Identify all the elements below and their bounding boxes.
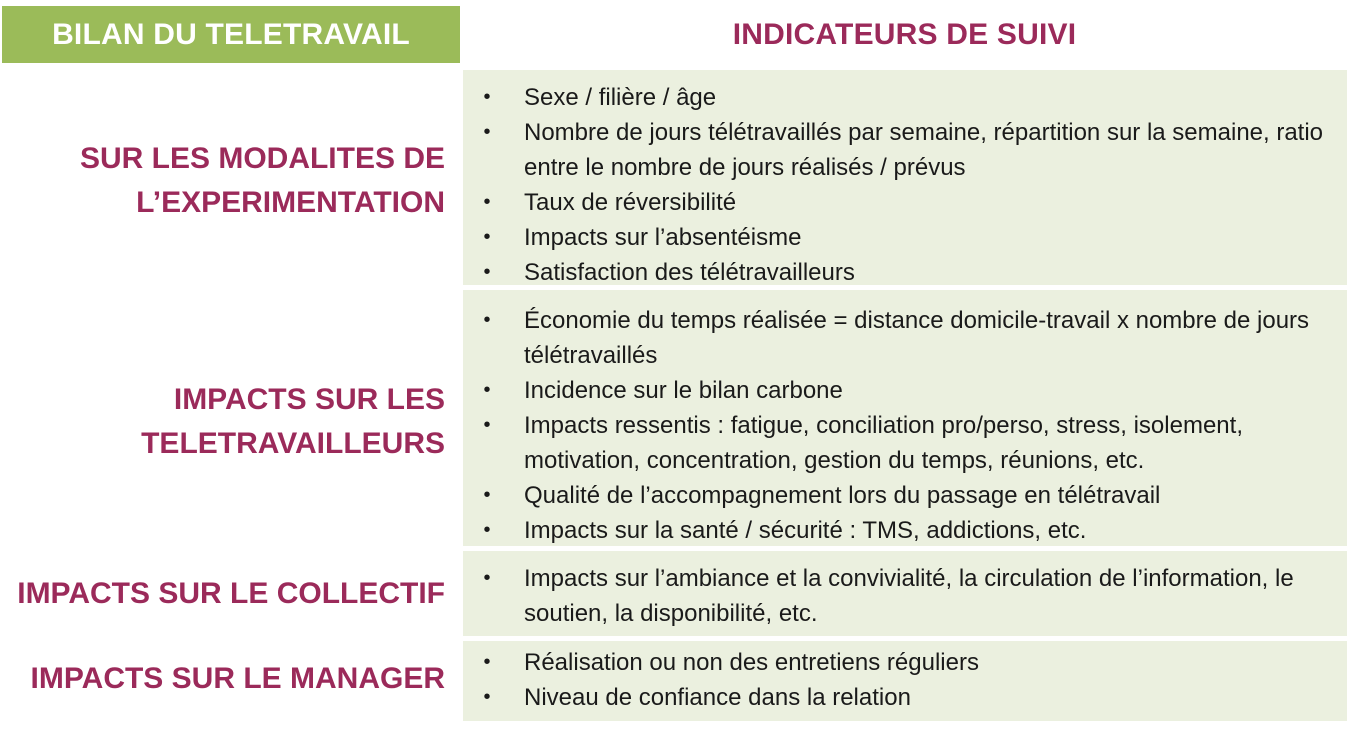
bullet-icon: • bbox=[483, 686, 491, 708]
list-item bbox=[463, 373, 1335, 408]
list-item bbox=[463, 115, 1335, 185]
bullet-icon: • bbox=[483, 191, 491, 213]
list-item bbox=[463, 680, 1335, 715]
panel-modalites bbox=[463, 70, 1347, 285]
item-text: Nombre de jours télétravaillés par semaine, répartition sur la semaine, ratio entre le nombre de jours réalisés / prévus bbox=[524, 119, 1324, 181]
item-text: Taux de réversibilité bbox=[524, 189, 737, 216]
item-text: Impacts ressentis : fatigue, conciliation pro/perso, stress, isolement, motivation, concentration, gestion du temps, réunions, etc. bbox=[524, 412, 1243, 474]
header-indicateurs-label: INDICATEURS DE SUIVI bbox=[732, 17, 1077, 51]
list-item bbox=[463, 561, 1335, 631]
item-text: Qualité de l’accompagnement lors du passage en télétravail bbox=[524, 482, 1161, 509]
header-bilan-label: BILAN DU TELETRAVAIL bbox=[52, 17, 410, 51]
bullet-icon: • bbox=[483, 86, 491, 108]
bullet-icon: • bbox=[483, 519, 491, 541]
section-label-line: IMPACTS SUR LE COLLECTIF bbox=[17, 577, 445, 610]
section-label-line: TELETRAVAILLEURS bbox=[141, 427, 445, 460]
panel-teletravailleurs bbox=[463, 290, 1347, 546]
bullet-icon: • bbox=[483, 567, 491, 589]
section-label-line: L’EXPERIMENTATION bbox=[136, 186, 445, 219]
section-label-line: IMPACTS SUR LES bbox=[173, 383, 445, 416]
bullet-icon: • bbox=[483, 261, 491, 283]
list-item bbox=[463, 185, 1335, 220]
header-indicateurs bbox=[462, 6, 1347, 63]
bullet-icon: • bbox=[483, 379, 491, 401]
section-label-teletravailleurs bbox=[141, 378, 445, 466]
item-text: Sexe / filière / âge bbox=[524, 84, 717, 111]
section-label-line: SUR LES MODALITES DE bbox=[79, 142, 445, 175]
list-item bbox=[463, 220, 1335, 255]
section-label-modalites bbox=[80, 137, 445, 225]
indicator-list bbox=[463, 303, 1335, 548]
indicator-list bbox=[463, 80, 1335, 290]
indicator-list bbox=[463, 645, 1335, 715]
section-label-line: IMPACTS SUR LE MANAGER bbox=[30, 662, 445, 695]
bullet-icon: • bbox=[483, 226, 491, 248]
item-text: Satisfaction des télétravailleurs bbox=[524, 259, 855, 286]
section-label-manager bbox=[31, 657, 445, 701]
item-text: Incidence sur le bilan carbone bbox=[524, 377, 843, 404]
section-label-collectif bbox=[17, 572, 445, 616]
list-item bbox=[463, 513, 1335, 548]
panel-collectif bbox=[463, 551, 1347, 636]
bullet-icon: • bbox=[483, 484, 491, 506]
list-item bbox=[463, 255, 1335, 290]
bullet-icon: • bbox=[483, 121, 491, 143]
item-text: Impacts sur l’ambiance et la convivialité, la circulation de l’information, le soutien, la disponibilité, etc. bbox=[524, 565, 1294, 627]
item-text: Économie du temps réalisée = distance domicile-travail x nombre de jours télétravaillés bbox=[524, 307, 1310, 369]
list-item bbox=[463, 303, 1335, 373]
list-item bbox=[463, 478, 1335, 513]
item-text: Impacts sur la santé / sécurité : TMS, addictions, etc. bbox=[524, 517, 1087, 544]
indicator-list bbox=[463, 561, 1335, 631]
list-item bbox=[463, 80, 1335, 115]
header-bilan bbox=[2, 6, 460, 63]
bullet-icon: • bbox=[483, 651, 491, 673]
panel-manager bbox=[463, 641, 1347, 721]
list-item bbox=[463, 408, 1335, 478]
bullet-icon: • bbox=[483, 414, 491, 436]
item-text: Impacts sur l’absentéisme bbox=[524, 224, 802, 251]
bullet-icon: • bbox=[483, 309, 491, 331]
item-text: Niveau de confiance dans la relation bbox=[524, 684, 911, 711]
item-text: Réalisation ou non des entretiens réguliers bbox=[524, 649, 979, 676]
list-item bbox=[463, 645, 1335, 680]
